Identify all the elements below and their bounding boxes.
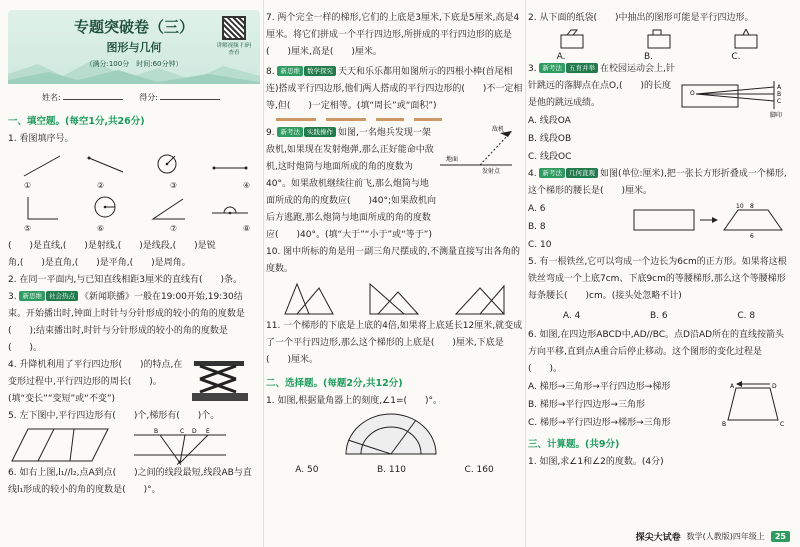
column-middle <box>266 10 523 525</box>
protractor-icon <box>266 410 516 456</box>
sticks-icon <box>266 115 516 125</box>
bag-icon <box>557 29 587 49</box>
tag-badge: 新思维 <box>19 291 45 301</box>
point-label: C <box>180 428 185 435</box>
bag-icon <box>731 29 761 49</box>
figure-label: ③ <box>169 181 178 190</box>
set-square-figure <box>279 278 339 318</box>
parallelogram-figure <box>8 425 118 465</box>
figure-label: ⑦ <box>169 224 178 233</box>
figure-label: ② <box>96 181 105 190</box>
point-label: A <box>177 460 182 465</box>
sticks-figure <box>266 115 523 125</box>
option-a[interactable]: A. 线段OA <box>528 116 571 126</box>
question-1-answer: ( )是直线,( )是射线,( )是线段,( )是锐 <box>8 241 216 251</box>
point-label: D <box>772 383 777 390</box>
choice-1-options <box>266 461 523 479</box>
cannon-diagram <box>436 125 516 175</box>
tag-badge: 新考法 <box>277 127 303 137</box>
option-b[interactable]: B. 110 <box>376 465 407 475</box>
point-label: B <box>777 91 782 98</box>
question-4-block <box>8 357 260 408</box>
option-b[interactable] <box>643 29 674 62</box>
exam-header <box>8 10 260 84</box>
point-label: E <box>206 428 210 435</box>
option-c[interactable]: C. 线段OC <box>528 152 572 162</box>
tag-badge: 新思维 <box>277 66 303 76</box>
choice-2: 2. 从下面的纸袋( )中抽出的图形可能是平行四边形。 <box>528 13 754 23</box>
point-label: D <box>192 428 197 435</box>
point-label: C <box>777 98 782 105</box>
column-right <box>528 10 790 525</box>
option-b[interactable]: B. 6 <box>650 311 668 321</box>
point-label: A <box>777 84 782 91</box>
brand-name: 探尖大试卷 <box>635 533 681 543</box>
figure-label: ④ <box>242 181 250 190</box>
question-text: 在校园运动会上,针针跳远的落脚点在点O,( )的长度是他的跳远成绩。 <box>528 64 675 108</box>
question-4: 4. 升降机利用了平行四边形( )的特点,在变形过程中,平行四边形的周长( )。(填“变长”“变短”或“不变”) <box>8 360 183 404</box>
trapezoid-diagram <box>718 378 788 428</box>
acute-angle-figure <box>145 193 189 223</box>
figure-label: ⑧ <box>242 224 250 233</box>
set-square-figure <box>450 278 510 318</box>
point-label: O <box>690 90 695 97</box>
page-title: 专题突破卷（三） <box>73 18 194 36</box>
name-label: 姓名: <box>42 93 61 102</box>
choice-2-options <box>528 29 790 62</box>
column-divider <box>263 0 264 547</box>
question-9-block <box>266 125 523 244</box>
option-label: B. <box>643 52 654 62</box>
question-text: 天天和乐乐都用如图所示的四根小棒(首尾相连)搭成平行四边形,他们两人搭成的平行四边形的( )不一定相等,但( )一定相等。(填“周长”或“面积”) <box>266 67 523 111</box>
figure-label: ⑥ <box>96 224 105 233</box>
long-jump-diagram <box>678 61 788 121</box>
score-label: 得分: <box>139 93 158 102</box>
tag-badge: 新考法 <box>539 168 565 178</box>
choice-3-text <box>528 61 678 166</box>
qr-code-icon[interactable] <box>222 16 246 40</box>
option-b[interactable]: B. 梯形→平行四边形→三角形 <box>528 400 645 410</box>
set-square-figure <box>364 278 424 318</box>
name-score-row <box>8 92 260 103</box>
tag-badge: 新考法 <box>539 63 565 73</box>
question-text: 如图,一名炮兵发现一架敌机,如果现在发射炮弹,那么正好能命中敌机,这时炮筒与地面所成的角的度数为40°。如果敌机继续往前飞,那么炮筒与地面所成的角的度数应( )40°;如果敌机向后方逃跑,那么炮筒与地面所成的角的度数应( )40°。(填“大于”“小于”或“等于”) <box>266 128 437 240</box>
choice-4-text <box>528 166 787 254</box>
choice-4-block <box>528 166 790 254</box>
tag-badge: 几何直观 <box>566 168 598 178</box>
option-a[interactable] <box>556 29 587 62</box>
right-angle-figure <box>20 193 64 223</box>
lines-figure <box>130 425 230 465</box>
fold-diagram <box>628 200 788 240</box>
book-info: 数学(人教版)四年级上 <box>686 532 765 541</box>
figure-label: ⑤ <box>24 224 32 233</box>
figure-row-1 <box>8 148 260 180</box>
dimension-label: 6 <box>750 233 754 240</box>
question-2: 2. 在同一平面内,与已知直线相距3厘米的直线有( )条。 <box>8 275 243 285</box>
dimension-label: 10 <box>736 203 744 210</box>
qr-caption: 讲解视频 扫码查看 <box>216 43 252 56</box>
footprint-label: 脚印 <box>770 112 783 119</box>
option-c[interactable]: C. 8 <box>737 311 756 321</box>
figure-labels-1 <box>8 180 260 191</box>
choice-1: 1. 如图,根据量角器上的刻度,∠1=( )°。 <box>266 396 443 406</box>
column-left <box>8 10 260 525</box>
option-a[interactable]: A. 6 <box>528 204 546 214</box>
name-blank[interactable] <box>63 99 123 100</box>
point-label: B <box>154 428 159 435</box>
dimension-label: 8 <box>750 203 754 210</box>
column-divider <box>525 0 526 547</box>
section-title: 二、选择题。(每题2分,共12分) <box>266 378 403 389</box>
question-text: 《新闻联播》一般在19:00开始,19:30结束。开始播出时,钟面上时针与分针形成的较小的角的度数是( );结束播出时,时针与分针形成的较小的角的度数是( )。 <box>8 292 245 353</box>
option-c[interactable]: C. 160 <box>464 465 494 475</box>
label-plane: 敌机 <box>492 126 505 133</box>
question-8: 8. 新思维 数学探究 天天和乐乐都用如图所示的四根小棒(首尾相连)搭成平行四边形,他们两人搭成的平行四边形的( )不一定相等,但( )一定相等。(填“周长”或“面积”) <box>266 67 523 111</box>
bag-icon <box>644 29 674 49</box>
full-angle-figure <box>83 193 127 223</box>
choice-6: 6. 如图,在四边形ABCD中,AD//BC。点D沿AD所在的直线按箭头方向平移,直到点A重合后停止移动。这个图形的变化过程是( )。 <box>528 330 785 374</box>
choice-6-block <box>528 378 790 432</box>
tag-badge: 实践操作 <box>304 127 336 137</box>
circle-angle-figure <box>145 150 189 180</box>
page-subtitle: 图形与几何 <box>106 41 162 54</box>
question-5-figures <box>8 425 260 465</box>
score-blank[interactable] <box>160 99 220 100</box>
question-9: 9. 新考法 实践操作 如图,一名炮兵发现一架敌机,如果现在发射炮弹,那么正好能命中敌机,这时炮筒与地面所成的角的度数为40°。如果敌机继续往前飞,那么炮筒与地面所成的角的度数应( )40°;如果敌机向后方逃跑,那么炮筒与地面所成的角的度数应( )40°。(填“大于”“小于”或“等于”) <box>266 128 437 240</box>
choice-5: 5. 有一根铁丝,它可以弯成一个边长为6cm的正方形。如果将这根铁丝弯成一个上底7cm、下底9cm的等腰梯形,那么这个等腰梯形每条腰长( )cm。(接头处忽略不计) <box>528 257 787 301</box>
section-title: 一、填空题。(每空1分,共26分) <box>8 116 145 127</box>
label-ground: 地面 <box>446 156 459 163</box>
option-c[interactable] <box>731 29 761 62</box>
ray-figure <box>83 150 127 180</box>
choice-3: 3. 新考法 五育并举 在校园运动会上,针针跳远的落脚点在点O,( )的长度是他的跳远成绩。 <box>528 64 675 108</box>
figure-labels-2 <box>8 223 260 234</box>
question-6: 6. 如右上图,l₁//l₂,点A到点( )之间的线段最短,线段AB与直线l₁形成的较小的角的度数是( )°。 <box>8 468 252 495</box>
option-label: A. <box>556 52 566 62</box>
label-launch: 发射点 <box>482 168 501 175</box>
straight-line-figure <box>20 150 64 180</box>
triangle-figures <box>266 278 523 318</box>
option-label: C. <box>731 52 741 62</box>
question-10: 10. 图中所标的角是用一副三角尺摆成的,不测量直接写出各角的度数。 <box>266 247 521 274</box>
option-a[interactable]: A. 50 <box>295 465 319 475</box>
page-number: 25 <box>771 531 790 542</box>
question-5: 5. 左下图中,平行四边形有( )个,梯形有( )个。 <box>8 411 220 421</box>
scissor-lift-icon <box>186 357 256 407</box>
segment-figure <box>208 150 252 180</box>
tag-badge: 社会热点 <box>46 291 78 301</box>
question-3: 3. 新思维 社会热点 《新闻联播》一般在19:00开始,19:30结束。开始播出时,钟面上时针与分针形成的较小的角的度数是( );结束播出时,时针与分针形成的较小的角的度数是( )。 <box>8 292 245 353</box>
figure-row-2 <box>8 191 260 223</box>
choice-5-options <box>528 307 790 325</box>
option-b[interactable]: B. 8 <box>528 222 546 232</box>
point-label: B <box>722 421 727 428</box>
section-title: 三、计算题。(共9分) <box>528 439 620 450</box>
option-c[interactable]: C. 10 <box>528 240 552 250</box>
figure-label: ① <box>24 181 32 190</box>
straight-angle-figure <box>208 193 252 223</box>
choice-4: 4. 新考法 几何直观 如图(单位:厘米),把一张长方形折叠成一个梯形,这个梯形的腰长是( )厘米。 <box>528 169 787 196</box>
question-1: 1. 看图填序号。 <box>8 134 74 144</box>
choice-6-options <box>528 378 718 432</box>
question-11: 11. 一个梯形的下底是上底的4倍,如果将上底延长12厘米,就变成了一个平行四边形,那么这个梯形的上底是( )厘米,下底是( )厘米。 <box>266 321 523 365</box>
page-footer <box>636 530 790 543</box>
tag-badge: 五育并举 <box>566 63 598 73</box>
option-c[interactable]: C. 梯形→平行四边形→梯形→三角形 <box>528 418 671 428</box>
question-7: 7. 两个完全一样的梯形,它们的上底是3厘米,下底是5厘米,高是4厘米。将它们拼成一个平行四边形,所拼成的平行四边形的底是( )厘米,高是( )厘米。 <box>266 13 520 57</box>
point-label: C <box>780 421 785 428</box>
option-a[interactable]: A. 梯形→三角形→平行四边形→梯形 <box>528 382 671 392</box>
tag-badge: 数学探究 <box>304 66 336 76</box>
exam-meta: （满分:100分 时间:60分钟） <box>85 60 183 68</box>
question-1-answer: 角,( )是直角,( )是平角,( )是周角。 <box>8 258 191 268</box>
choice-3-block <box>528 61 790 166</box>
option-a[interactable]: A. 4 <box>562 311 581 321</box>
question-text: 如图(单位:厘米),把一张长方形折叠成一个梯形,这个梯形的腰长是( )厘米。 <box>528 169 787 196</box>
option-b[interactable]: B. 线段OB <box>528 134 572 144</box>
point-label: A <box>730 383 735 390</box>
calc-1: 1. 如图,求∠1和∠2的度数。(4分) <box>528 457 664 467</box>
